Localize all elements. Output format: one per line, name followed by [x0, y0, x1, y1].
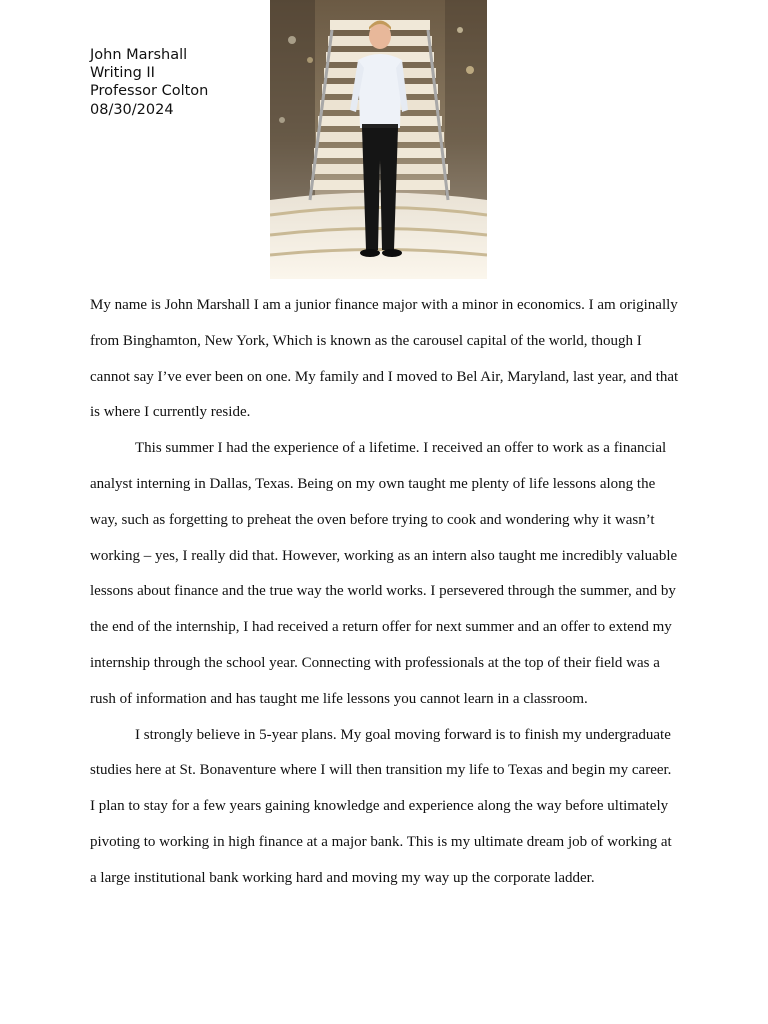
course-name: Writing II — [90, 65, 155, 82]
paragraph-summer: This summer I had the experience of a lifetime. I received an offer to work as a financial analyst interning in Dallas, Texas. Being on my own taught me plenty of life lessons along the way, such as forgetting to preheat the oven before trying to cook and wondering why it wasn’t working – yes, I really did that. However, working as an intern also taught me incredibly valuable lessons about finance and the true way the world works. I persevered through the summer, and by the end of the internship, I had received a return offer for next summer and an offer to extend my internship through the school year. Connecting with professionals at the top of their field was a rush of information and has taught me life lessons you cannot learn in a classroom. — [90, 440, 678, 707]
mla-header — [90, 46, 208, 119]
paragraph-intro: My name is John Marshall I am a junior finance major with a minor in economics. I am originally from Binghamton, New York, Which is known as the carousel capital of the world, though I cannot say I’ve ever been on one. My family and I moved to Bel Air, Maryland, last year, and that is where I currently reside. — [90, 297, 679, 421]
professor-name: Professor Colton — [90, 83, 209, 100]
essay-body — [90, 288, 680, 897]
document-date: 08/30/2024 — [90, 101, 174, 118]
portrait-photo — [270, 0, 487, 279]
photo-illustration — [270, 0, 487, 279]
paragraph-plans: I strongly believe in 5-year plans. My goal moving forward is to finish my undergraduate studies here at St. Bonaventure where I will then transition my life to Texas and begin my career. I plan to stay for a few years gaining knowledge and experience along the way before ultimately pivoting to working in high finance at a major bank. This is my ultimate dream job of working at a large institutional bank working hard and moving my way up the corporate ladder. — [90, 726, 672, 886]
author-name: John Marshall — [90, 47, 188, 63]
